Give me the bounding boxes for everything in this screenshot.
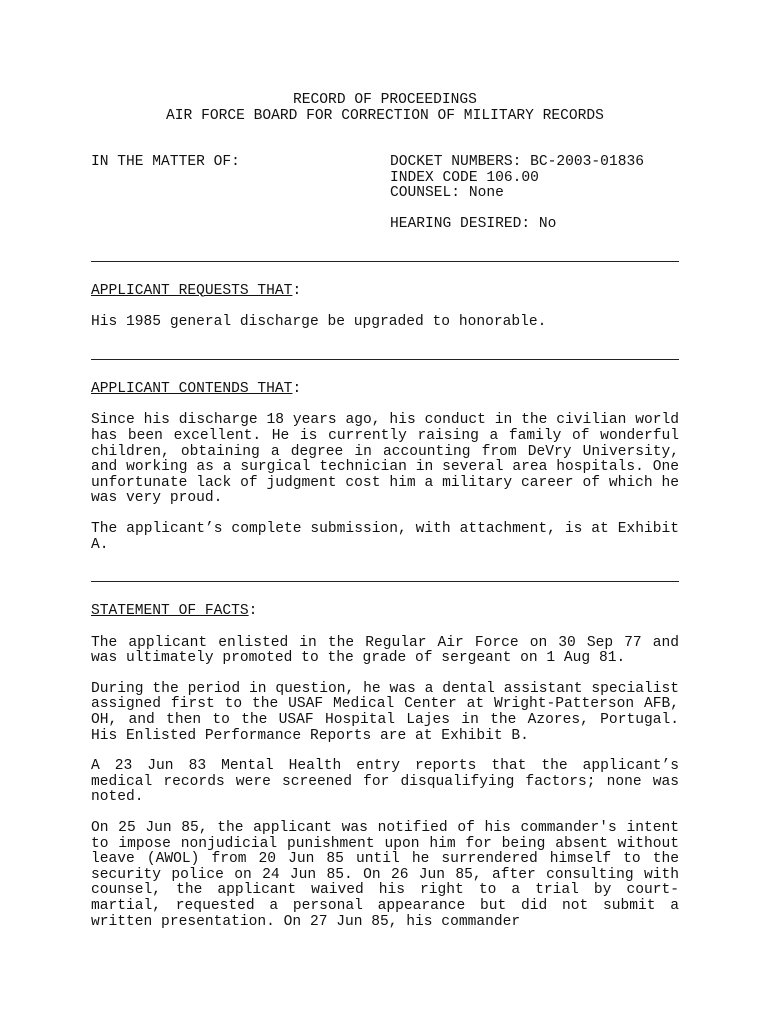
- hearing-desired: HEARING DESIRED: No: [390, 215, 557, 232]
- section-heading-requests: APPLICANT REQUESTS THAT:: [91, 282, 302, 299]
- counsel: COUNSEL: None: [390, 185, 504, 202]
- section-heading-facts: STATEMENT OF FACTS:: [91, 603, 258, 620]
- section-divider: [91, 581, 679, 582]
- title-line-2: AIR FORCE BOARD FOR CORRECTION OF MILITARY RECORDS: [166, 107, 604, 124]
- docket-numbers: DOCKET NUMBERS: BC-2003-01836: [390, 154, 644, 171]
- matter-label: IN THE MATTER OF:: [91, 154, 240, 171]
- section-heading-contends: APPLICANT CONTENDS THAT:: [91, 380, 302, 397]
- section-heading-text: APPLICANT REQUESTS THAT: [91, 282, 293, 299]
- paragraph: The applicant’s complete submission, with attachment, is at Exhibit A.: [91, 520, 679, 553]
- section-heading-text: STATEMENT OF FACTS: [91, 603, 249, 620]
- document-title: [91, 93, 679, 124]
- paragraph: A 23 Jun 83 Mental Health entry reports that the applicant’s medical records were screened for disqualifying factors; none was noted.: [91, 758, 679, 806]
- paragraph: Since his discharge 18 years ago, his conduct in the civilian world has been excellent. He is currently raising a family of wonderful children, obtaining a degree in accounting from DeVry University, and working as a surgical technician in several area hospitals. One unfortunate lack of judgment cost him a military career of which he was very proud.: [91, 412, 679, 507]
- paragraph: The applicant enlisted in the Regular Air Force on 30 Sep 77 and was ultimately promoted to the grade of sergeant on 1 Aug 81.: [91, 634, 679, 667]
- paragraph: On 25 Jun 85, the applicant was notified of his commander's intent to impose nonjudicial punishment upon him for being absent without leave (AWOL) from 20 Jun 85 until he surrendered himself to the security police on 24 Jun 85. On 26 Jun 85, after consulting with counsel, the applicant waived his right to a trial by court-martial, requested a personal appearance but did not submit a written presentation. On 27 Jun 85, his commander: [91, 820, 679, 930]
- paragraph: During the period in question, he was a dental assistant specialist assigned first to the USAF Medical Center at Wright-Patterson AFB, OH, and then to the USAF Hospital Lajes in the Azores, Portugal. His Enlisted Performance Reports are at Exhibit B.: [91, 680, 679, 744]
- paragraph: His 1985 general discharge be upgraded to honorable.: [91, 314, 547, 331]
- index-code: INDEX CODE 106.00: [390, 169, 539, 186]
- document-body: [91, 93, 679, 930]
- section-divider: [91, 359, 679, 360]
- section-divider: [91, 261, 679, 262]
- docket-info: [390, 155, 679, 232]
- section-heading-text: APPLICANT CONTENDS THAT: [91, 380, 293, 397]
- matter-block: [91, 155, 679, 232]
- title-line-1: RECORD OF PROCEEDINGS: [293, 92, 477, 108]
